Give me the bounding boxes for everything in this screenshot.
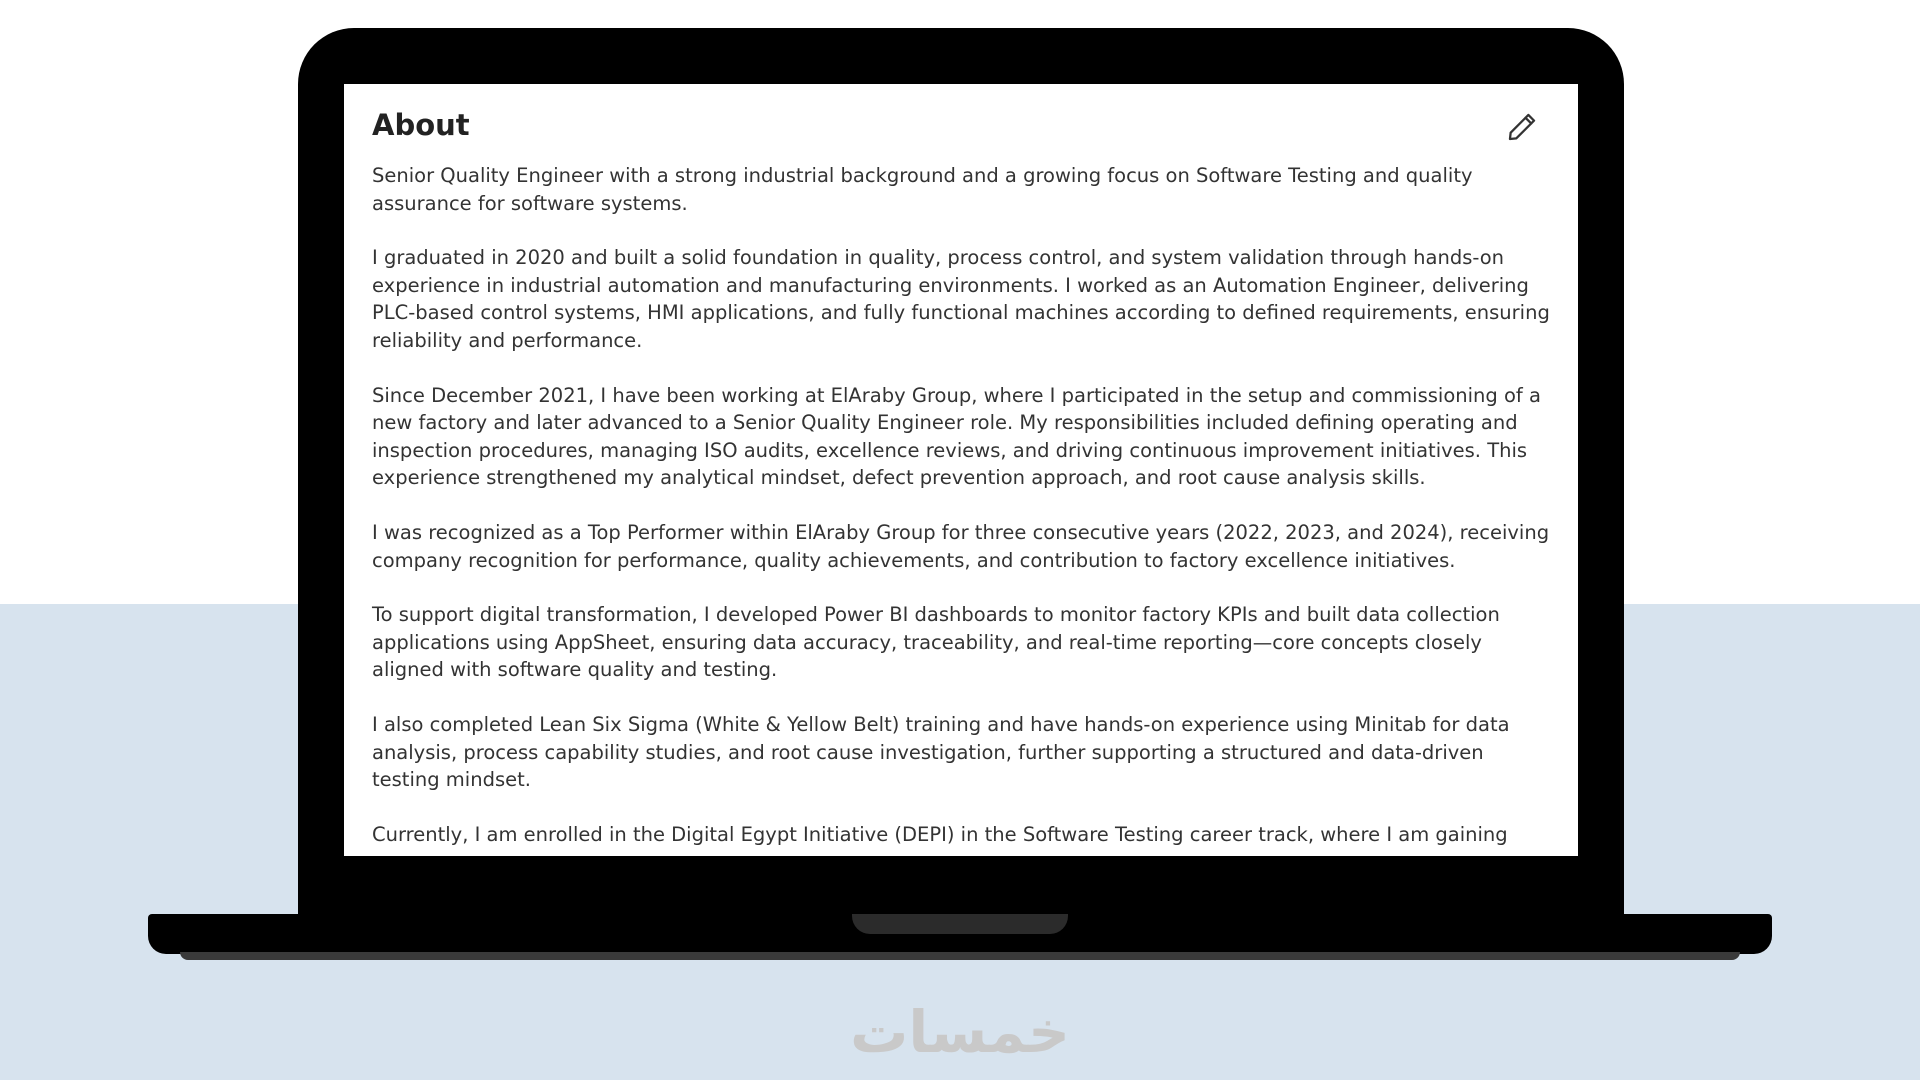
about-paragraph-7: Currently, I am enrolled in the Digital Egypt Initiative (DEPI) in the Software Testing career track, where I am gaining: [372, 822, 1508, 846]
about-section: [372, 104, 1550, 848]
about-title: About: [372, 108, 470, 142]
pencil-icon: [1505, 110, 1539, 144]
about-paragraph-6: I also completed Lean Six Sigma (White & Yellow Belt) training and have hands-on experience using Minitab for data analysis, process capability studies, and root cause investigation, further supporting a structured and data-driven testing mindset.: [372, 712, 1510, 792]
laptop-base-shadow: [180, 952, 1740, 960]
laptop-notch: [852, 914, 1068, 934]
about-paragraph-4: I was recognized as a Top Performer within ElAraby Group for three consecutive years (2022, 2023, and 2024), receiving company recognition for performance, quality achievements, and contribution to factory excellence initiatives.: [372, 520, 1550, 572]
laptop-screen: [344, 84, 1578, 856]
watermark-logo: خمسات: [850, 998, 1070, 1066]
about-paragraph-1: Senior Quality Engineer with a strong industrial background and a growing focus on Software Testing and quality assurance for software systems.: [372, 164, 1473, 215]
about-paragraph-2: I graduated in 2020 and built a solid foundation in quality, process control, and system validation through hands-on experience in industrial automation and manufacturing environments. I worked as an Automation Engineer, delivering PLC-based control systems, HMI applications, and fully functional machines according to defined requirements, ensuring reliability and performance.: [372, 246, 1550, 352]
edit-about-button[interactable]: [1502, 107, 1542, 147]
about-header: [372, 104, 1550, 146]
about-paragraph-3: Since December 2021, I have been working at ElAraby Group, where I participated in the setup and commissioning of a new factory and later advanced to a Senior Quality Engineer role. My responsibilities included defining operating and inspection procedures, managing ISO audits, excellence reviews, and driving continuous improvement initiatives. This experience strengthened my analytical mindset, defect prevention approach, and root cause analysis skills.: [372, 383, 1541, 490]
about-body: [372, 162, 1550, 848]
about-paragraph-5: To support digital transformation, I developed Power BI dashboards to monitor factory KPIs and built data collection applications using AppSheet, ensuring data accuracy, traceability, and real-time reporting—core concepts closely aligned with software quality and testing.: [372, 603, 1500, 682]
